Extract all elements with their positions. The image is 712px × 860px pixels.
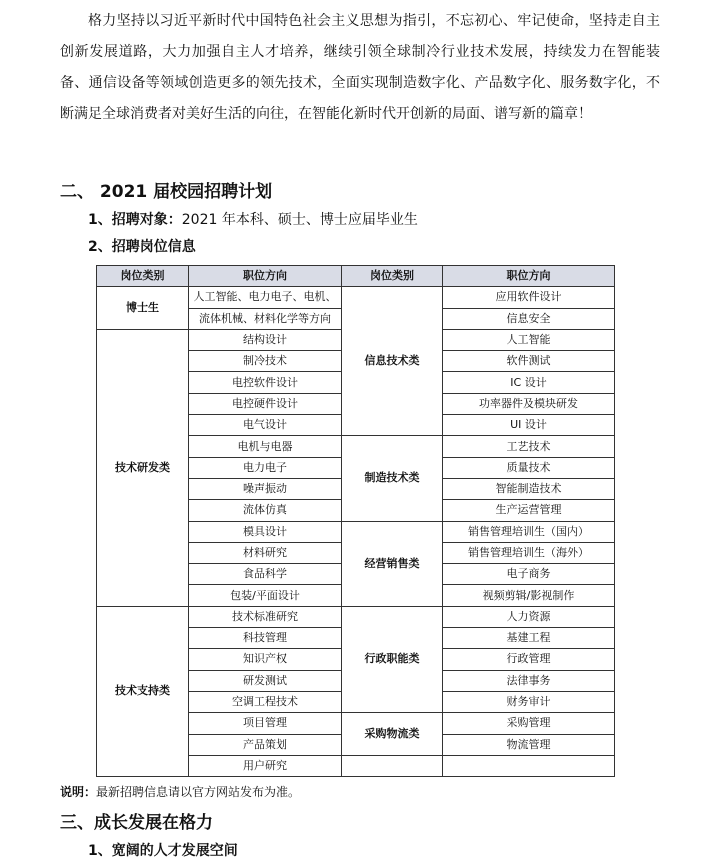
left-direction-cell: 结构设计 <box>189 329 342 350</box>
right-direction-cell: 质量技术 <box>443 457 615 478</box>
note-label: 说明： <box>60 785 97 799</box>
position-table <box>96 265 615 777</box>
talent-space-heading <box>88 840 238 860</box>
left-direction-cell: 项目管理 <box>189 713 342 734</box>
left-direction-cell: 材料研究 <box>189 542 342 563</box>
intro-paragraph <box>60 6 660 130</box>
right-category-cell: 行政职能类 <box>342 606 443 712</box>
left-direction-cell: 食品科学 <box>189 564 342 585</box>
note-line <box>60 783 300 800</box>
intro-text: 格力坚持以习近平新时代中国特色社会主义思想为指引，不忘初心、牢记使命，坚持走自主创新发展道路，大力加强自主人才培养，继续引领全球制冷行业技术发展，持续发力在智能装备、通信设备等领域创造更多的领先技术，全面实现制造数字化、产品数字化、服务数字化，不断满足全球消费者对美好生活的向往，在智能化新时代开创新的局面、谱写新的篇章！ <box>60 13 660 122</box>
header-direction-left: 职位方向 <box>189 266 342 287</box>
left-direction-cell: 流体仿真 <box>189 500 342 521</box>
left-direction-cell: 电控硬件设计 <box>189 393 342 414</box>
left-category-cell: 技术支持类 <box>97 606 189 776</box>
table-row <box>97 287 615 308</box>
right-direction-cell: 功率器件及模块研发 <box>443 393 615 414</box>
right-direction-cell: 销售管理培训生（国内） <box>443 521 615 542</box>
left-category-cell: 技术研发类 <box>97 329 189 606</box>
right-direction-cell: 基建工程 <box>443 628 615 649</box>
left-direction-cell: 技术标准研究 <box>189 606 342 627</box>
right-empty-category-cell <box>342 755 443 776</box>
talent-space-label: 1、宽阔的人才发展空间 <box>88 843 238 859</box>
right-direction-cell: 财务审计 <box>443 691 615 712</box>
left-direction-cell: 科技管理 <box>189 628 342 649</box>
left-direction-cell: 产品策划 <box>189 734 342 755</box>
right-direction-cell: UI 设计 <box>443 415 615 436</box>
recruit-target-text: 2021 年本科、硕士、博士应届毕业生 <box>181 212 418 228</box>
position-info-label: 2、招聘岗位信息 <box>88 239 196 255</box>
left-direction-cell: 制冷技术 <box>189 351 342 372</box>
right-direction-cell: 信息安全 <box>443 308 615 329</box>
table-header-row <box>97 266 615 287</box>
right-direction-cell: 人力资源 <box>443 606 615 627</box>
note-text: 最新招聘信息请以官方网站发布为准。 <box>96 785 301 799</box>
table-row <box>97 606 615 627</box>
right-direction-cell: 人工智能 <box>443 329 615 350</box>
left-direction-cell: 知识产权 <box>189 649 342 670</box>
right-direction-cell: 销售管理培训生（海外） <box>443 542 615 563</box>
header-direction-right: 职位方向 <box>443 266 615 287</box>
right-direction-cell: 软件测试 <box>443 351 615 372</box>
right-empty-direction-cell <box>443 755 615 776</box>
right-direction-cell: 生产运营管理 <box>443 500 615 521</box>
left-direction-cell: 噪声振动 <box>189 478 342 499</box>
left-direction-cell: 研发测试 <box>189 670 342 691</box>
header-category-left: 岗位类别 <box>97 266 189 287</box>
right-direction-cell: 应用软件设计 <box>443 287 615 308</box>
recruit-target-label: 1、招聘对象： <box>88 212 182 228</box>
right-direction-cell: 工艺技术 <box>443 436 615 457</box>
right-direction-cell: 行政管理 <box>443 649 615 670</box>
left-direction-cell: 空调工程技术 <box>189 691 342 712</box>
left-direction-cell: 人工智能、电力电子、电机、 <box>189 287 342 308</box>
left-category-cell: 博士生 <box>97 287 189 330</box>
left-direction-cell: 电气设计 <box>189 415 342 436</box>
recruit-target-line <box>88 209 418 229</box>
right-category-cell: 制造技术类 <box>342 436 443 521</box>
right-category-cell: 经营销售类 <box>342 521 443 606</box>
right-direction-cell: 采购管理 <box>443 713 615 734</box>
right-direction-cell: 物流管理 <box>443 734 615 755</box>
right-direction-cell: 智能制造技术 <box>443 478 615 499</box>
left-direction-cell: 流体机械、材料化学等方向 <box>189 308 342 329</box>
right-direction-cell: 法律事务 <box>443 670 615 691</box>
right-category-cell: 采购物流类 <box>342 713 443 756</box>
right-direction-cell: 电子商务 <box>443 564 615 585</box>
header-category-right: 岗位类别 <box>342 266 443 287</box>
position-info-heading <box>88 236 196 256</box>
left-direction-cell: 包装/平面设计 <box>189 585 342 606</box>
left-direction-cell: 用户研究 <box>189 755 342 776</box>
left-direction-cell: 电机与电器 <box>189 436 342 457</box>
position-table-body <box>97 287 615 777</box>
right-direction-cell: 视频剪辑/影视制作 <box>443 585 615 606</box>
right-direction-cell: IC 设计 <box>443 372 615 393</box>
section-2-heading: 二、 2021 届校园招聘计划 <box>60 182 273 202</box>
left-direction-cell: 电控软件设计 <box>189 372 342 393</box>
section-3-heading: 三、成长发展在格力 <box>60 813 213 833</box>
right-category-cell: 信息技术类 <box>342 287 443 436</box>
left-direction-cell: 模具设计 <box>189 521 342 542</box>
left-direction-cell: 电力电子 <box>189 457 342 478</box>
